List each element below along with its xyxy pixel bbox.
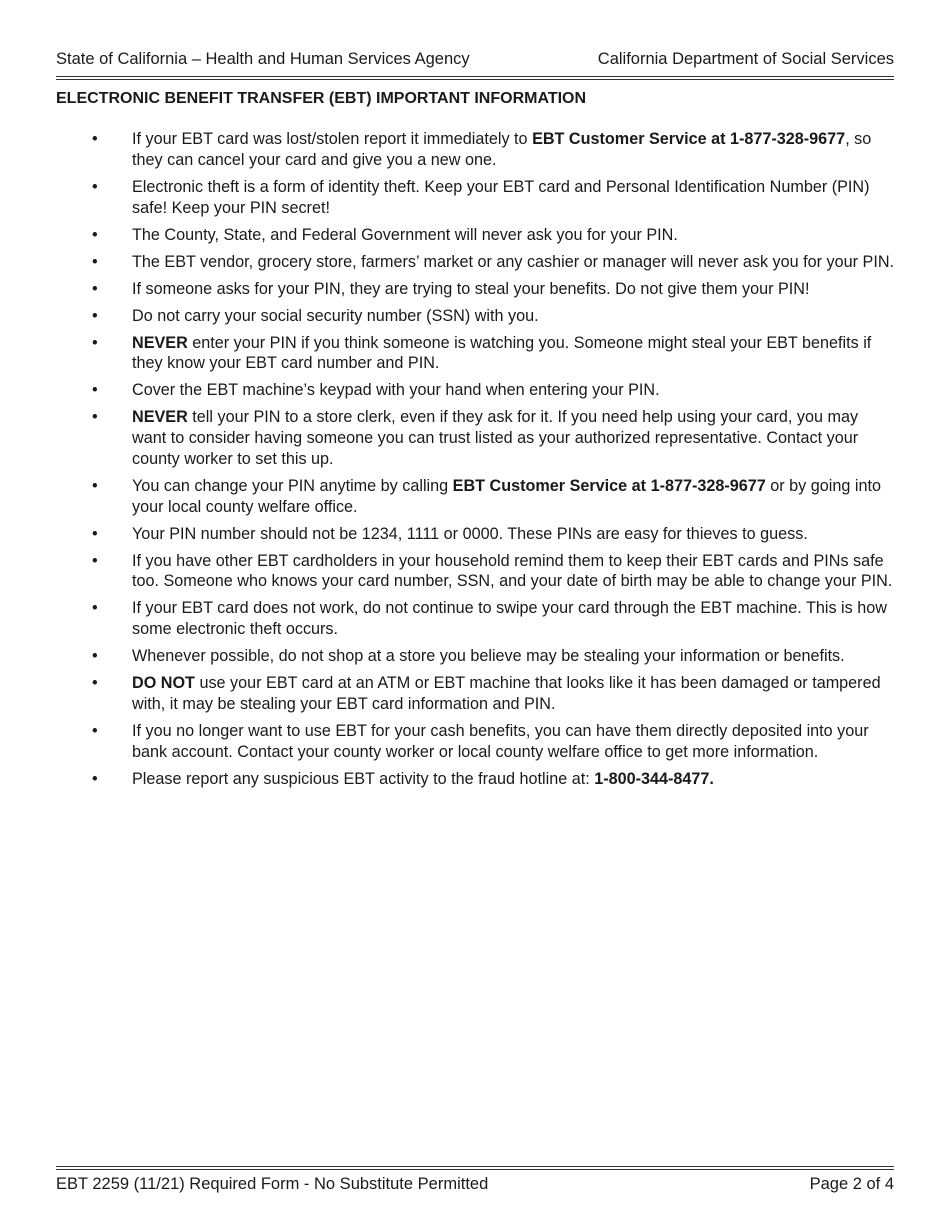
bullet-icon: • (92, 279, 98, 298)
bullet-icon: • (92, 721, 98, 740)
text-segment: tell your PIN to a store clerk, even if they ask for it. If you need help using your card, you may want to consider having someone you can trust listed as your authorized representative. Contact your county worker to set this up. (132, 408, 859, 468)
bullet-icon: • (92, 381, 98, 400)
bullet-icon: • (92, 599, 98, 618)
bullet-icon: • (92, 524, 98, 543)
list-item-text (132, 306, 894, 327)
list-item-text (132, 380, 894, 401)
list-item-text (132, 177, 894, 219)
list-item (56, 646, 894, 667)
text-segment: If your EBT card was lost/stolen report it immediately to (132, 130, 533, 148)
text-segment: If your EBT card does not work, do not continue to swipe your card through the EBT machine. This is how some electronic theft occurs. (132, 599, 887, 639)
list-item (56, 333, 894, 375)
list-item (56, 721, 894, 763)
bullet-icon: • (92, 647, 98, 666)
text-segment: If someone asks for your PIN, they are trying to steal your benefits. Do not give them your PIN! (132, 279, 810, 298)
text-segment: Your PIN number should not be 1234, 1111 or 0000. These PINs are easy for thieves to guess. (132, 524, 808, 543)
list-item-text (132, 673, 894, 715)
emphasized-text: 1-800-344-8477. (594, 769, 714, 788)
text-segment: Cover the EBT machine’s keypad with your hand when entering your PIN. (132, 381, 660, 400)
text-segment: Do not carry your social security number (SSN) with you. (132, 306, 539, 325)
list-item (56, 476, 894, 518)
list-item (56, 769, 894, 790)
bullet-icon: • (92, 306, 98, 325)
list-item (56, 673, 894, 715)
list-item-text (132, 476, 894, 518)
text-segment: The County, State, and Federal Government will never ask you for your PIN. (132, 225, 678, 244)
list-item-text (132, 769, 894, 790)
list-item-text (132, 225, 894, 246)
text-segment: , so they can cancel your card and give you a new one. (132, 130, 872, 169)
emphasized-text: NEVER (132, 333, 188, 352)
list-item (56, 279, 894, 300)
text-segment: The EBT vendor, grocery store, farmers’ market or any cashier or manager will never ask you for your PIN. (132, 252, 895, 271)
emphasized-text: NEVER (132, 408, 188, 427)
list-item-text (132, 551, 894, 593)
list-item-text (132, 129, 894, 171)
text-segment: If you no longer want to use EBT for your cash benefits, you can have them directly deposited into your bank account. Contact your county worker or local county welfare office to get more information. (132, 721, 869, 761)
document-title: ELECTRONIC BENEFIT TRANSFER (EBT) IMPORTANT INFORMATION (56, 90, 587, 107)
emphasized-text: EBT Customer Service at 1-877-328-9677 (532, 130, 846, 148)
text-segment: or by going into your local county welfare office. (132, 476, 881, 516)
list-item (56, 380, 894, 401)
list-item-text (132, 407, 894, 469)
bullet-icon: • (92, 333, 98, 352)
page-footer (56, 1175, 894, 1194)
bullet-icon: • (92, 252, 98, 271)
text-segment: You can change your PIN anytime by calling (132, 476, 453, 495)
list-item (56, 306, 894, 327)
bullet-icon: • (92, 769, 98, 788)
header-agency: State of California – Health and Human Services Agency (56, 50, 470, 68)
text-segment: Electronic theft is a form of identity theft. Keep your EBT card and Personal Identification Number (PIN) safe! Keep your PIN secret! (132, 177, 870, 217)
bullet-icon: • (92, 130, 98, 148)
bullet-icon: • (92, 408, 98, 427)
text-segment: Whenever possible, do not shop at a store you believe may be stealing your information or benefits. (132, 647, 845, 666)
list-item-text (132, 252, 894, 273)
form-identifier: EBT 2259 (11/21) Required Form - No Substitute Permitted (56, 1175, 489, 1193)
list-item (56, 598, 894, 640)
emphasized-text: DO NOT (132, 674, 195, 693)
list-item (56, 551, 894, 593)
list-item-text (132, 646, 894, 667)
information-list (56, 129, 894, 796)
list-item-text (132, 598, 894, 640)
list-item (56, 129, 894, 171)
page-number: Page 2 of 4 (809, 1175, 894, 1193)
emphasized-text: EBT Customer Service at 1-877-328-9677 (452, 476, 766, 495)
text-segment: Please report any suspicious EBT activity to the fraud hotline at: (132, 769, 595, 788)
bullet-icon: • (92, 177, 98, 196)
header-department: California Department of Social Services (597, 50, 894, 68)
list-item-text (132, 721, 894, 763)
list-item-text (132, 524, 894, 545)
header-divider (56, 76, 894, 80)
footer-divider (56, 1166, 894, 1170)
list-item (56, 177, 894, 219)
list-item-text (132, 279, 894, 300)
bullet-icon: • (92, 551, 98, 570)
text-segment: use your EBT card at an ATM or EBT machine that looks like it has been damaged or tampered with, it may be stealing your EBT card information and PIN. (132, 674, 881, 713)
text-segment: If you have other EBT cardholders in your household remind them to keep their EBT cards and PINs safe too. Someone who knows your card number, SSN, and your date of birth may be able to change your PIN. (132, 551, 893, 591)
bullet-icon: • (92, 476, 98, 495)
bullet-icon: • (92, 225, 98, 244)
list-item (56, 524, 894, 545)
list-item (56, 252, 894, 273)
list-item (56, 407, 894, 469)
list-item-text (132, 333, 894, 375)
bullet-icon: • (92, 674, 98, 693)
list-item (56, 225, 894, 246)
text-segment: enter your PIN if you think someone is watching you. Someone might steal your EBT benefits if they know your EBT card number and PIN. (132, 333, 872, 373)
